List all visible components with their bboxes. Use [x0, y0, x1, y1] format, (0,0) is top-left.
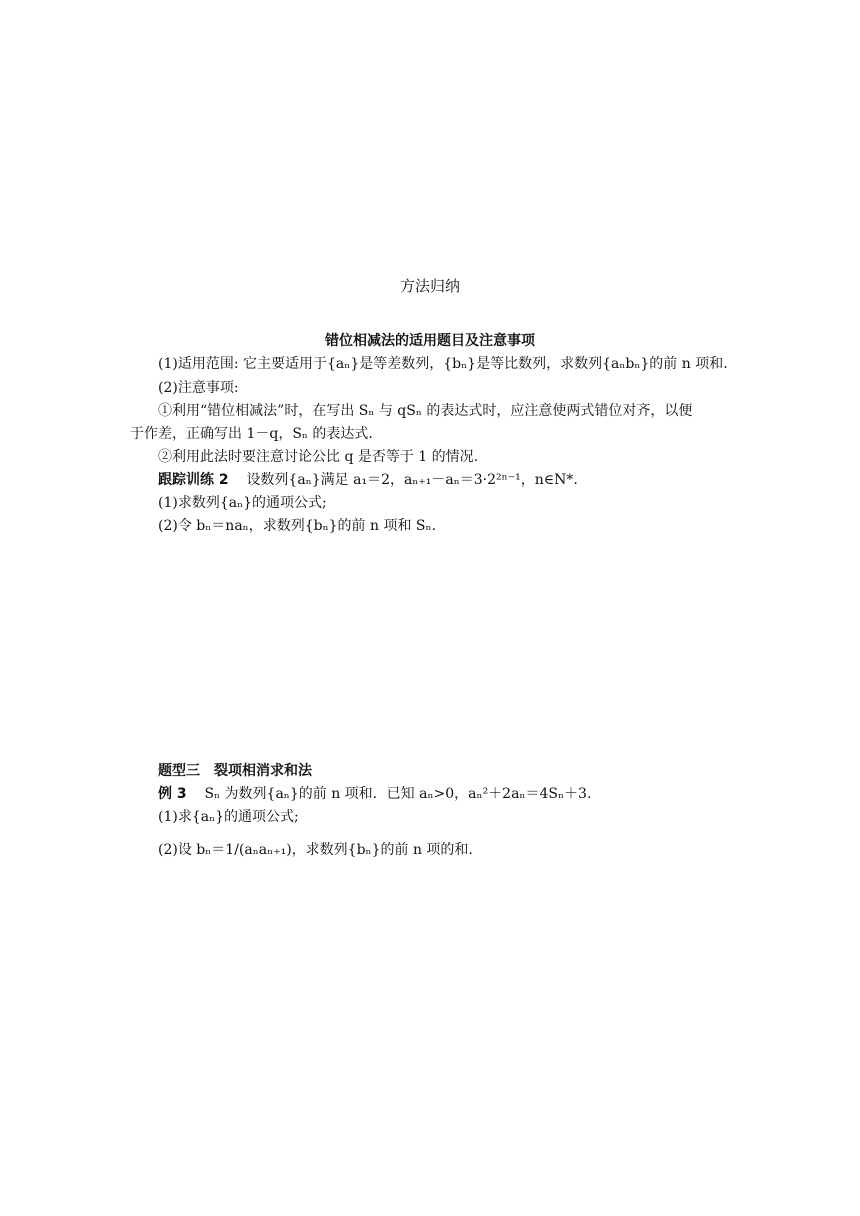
- method-title: 错位相减法的适用题目及注意事项: [325, 333, 535, 349]
- exercise-q1: (1)求数列{aₙ}的通项公式;: [158, 495, 327, 511]
- exercise-q2: (2)令 bₙ＝naₙ，求数列{bₙ}的前 n 项和 Sₙ.: [158, 518, 437, 534]
- example-q2: (2)设 bₙ＝1/(aₙaₙ₊₁)，求数列{bₙ}的前 n 项的和.: [158, 842, 473, 858]
- exercise-label: 跟踪训练 2: [158, 472, 229, 488]
- notes-label: (2)注意事项:: [158, 380, 239, 396]
- method-scope: [158, 354, 728, 374]
- scope-label: (1)适用范围:: [158, 356, 239, 372]
- scope-text: 它主要适用于{aₙ}是等差数列，{bₙ}是等比数列，求数列{aₙbₙ}的前 n 项和.: [243, 356, 728, 372]
- section-title: 方法归纳: [399, 277, 460, 295]
- note1-line1: ①利用“错位相减法”时，在写出 Sₙ 与 qSₙ 的表达式时，应注意使两式错位对齐，以便: [158, 403, 693, 419]
- exercise-text: 设数列{aₙ}满足 a₁＝2，aₙ₊₁－aₙ＝3·2²ⁿ⁻¹，n∈N*.: [246, 472, 578, 488]
- topic-title: 题型三 裂项相消求和法: [158, 763, 312, 779]
- note1-line2: 于作差，正确写出 1－q，Sₙ 的表达式.: [130, 426, 373, 442]
- exercise-statement: [158, 470, 578, 490]
- note2: ②利用此法时要注意讨论公比 q 是否等于 1 的情况.: [158, 449, 479, 465]
- example-q1: (1)求{aₙ}的通项公式;: [158, 809, 299, 825]
- example-statement: [158, 784, 591, 804]
- example-label: 例 3: [158, 786, 187, 802]
- example-text: Sₙ 为数列{aₙ}的前 n 项和．已知 aₙ>0，aₙ²＋2aₙ＝4Sₙ＋3.: [204, 786, 592, 802]
